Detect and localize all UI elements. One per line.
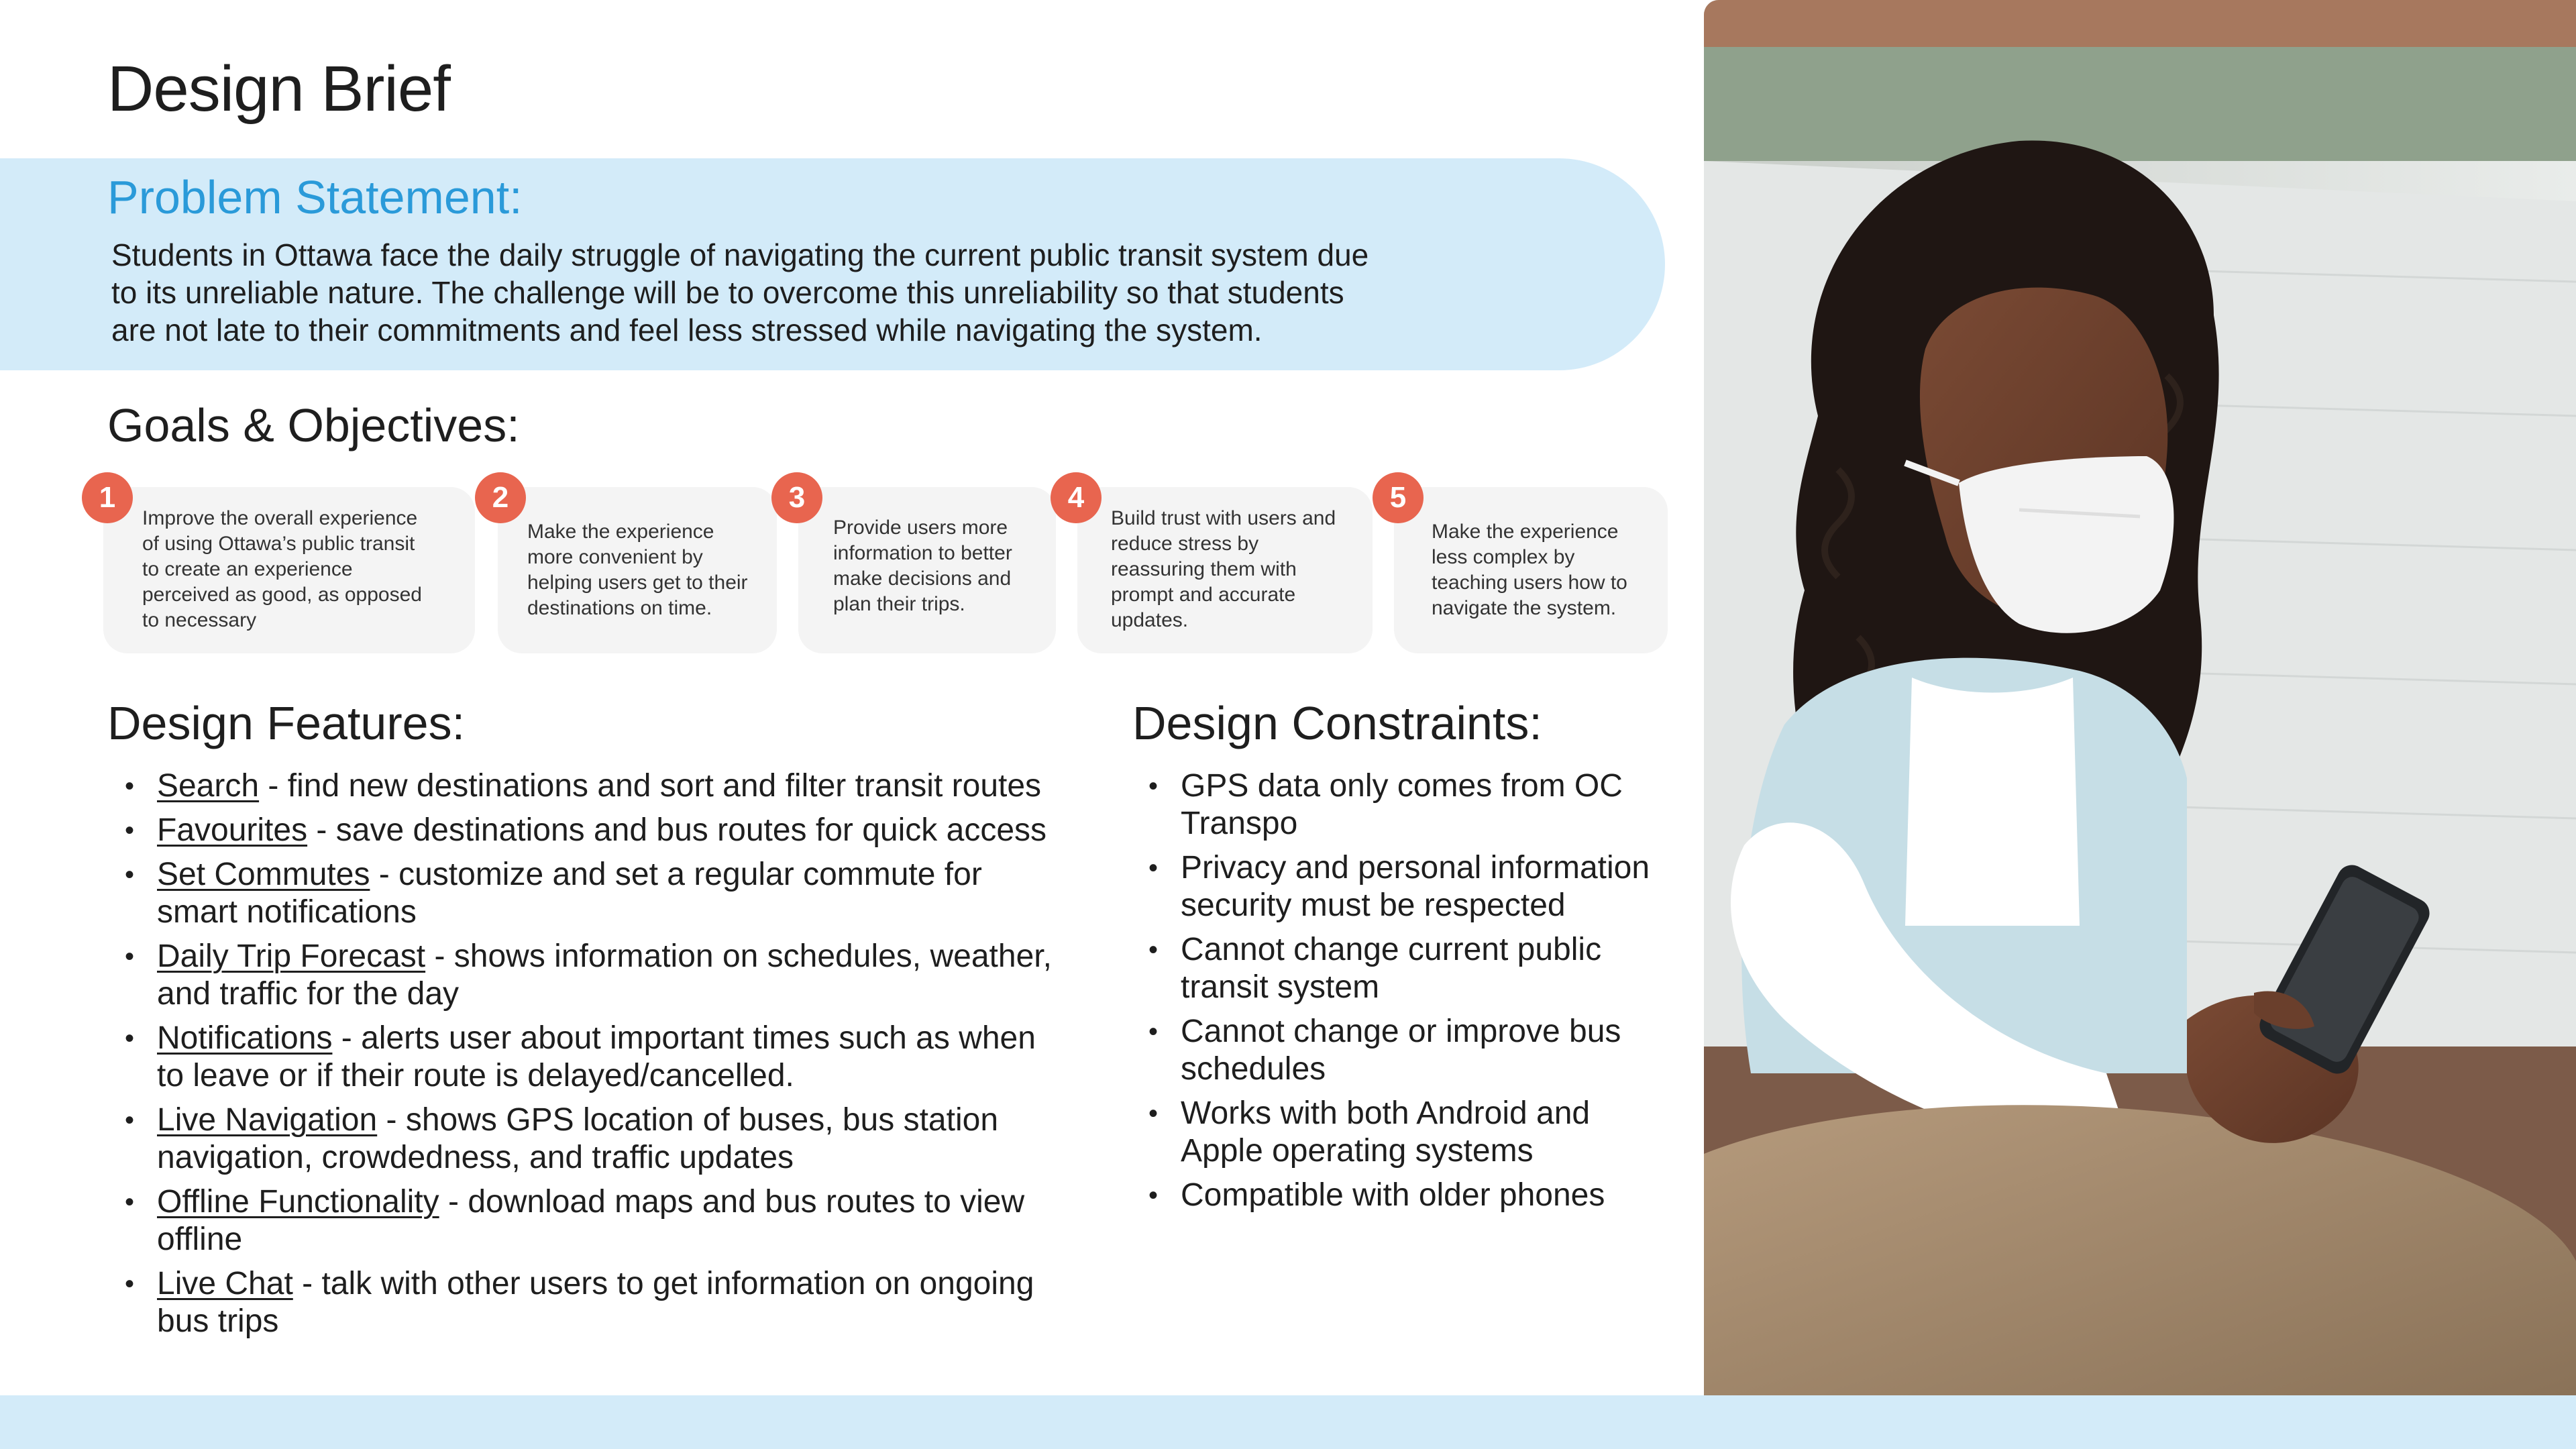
constraints-heading: Design Constraints:	[1132, 697, 1542, 749]
bullet-icon: •	[125, 771, 135, 801]
list-item: • Privacy and personal information security must be respected	[1148, 850, 1650, 923]
goal-text: Improve the overall experience of using Ottawa’s public transit to create an experience perceived as good, as opposed to necessary	[142, 507, 422, 631]
bullet-icon: •	[1148, 771, 1159, 801]
footer-band	[0, 1395, 2576, 1449]
goal-card-2	[498, 487, 777, 653]
bullet-icon: •	[125, 942, 135, 971]
goal-text: Make the experience less complex by teaching users how to navigate the system.	[1432, 521, 1627, 619]
bullet-icon: •	[125, 1024, 135, 1053]
feature-title: Offline Functionality	[157, 1184, 439, 1220]
list-item: • Notifications - alerts user about important times such as when to leave or if their route is delayed/cancelled.	[125, 1020, 1036, 1093]
problem-statement-text	[111, 236, 1453, 349]
goal-number-badge: 4	[1051, 472, 1102, 523]
bullet-icon: •	[125, 1187, 135, 1217]
list-item: • Offline Functionality - download maps and bus routes to view offline	[125, 1184, 1025, 1257]
feature-title: Notifications	[157, 1020, 333, 1056]
list-item: • Search - find new destinations and sort and filter transit routes	[125, 768, 1042, 804]
goal-number-badge: 5	[1373, 472, 1424, 523]
student-with-phone-illustration	[1704, 0, 2576, 1395]
goal-card-5	[1394, 487, 1668, 653]
bullet-icon: •	[1148, 935, 1159, 965]
problem-statement-heading: Problem Statement:	[107, 171, 523, 223]
constraints-list	[1134, 767, 1684, 1221]
bullet-icon: •	[1148, 853, 1159, 883]
goal-number-badge: 2	[475, 472, 526, 523]
list-item: • Compatible with older phones	[1148, 1177, 1605, 1213]
list-item: • Cannot change or improve bus schedules	[1148, 1014, 1621, 1087]
feature-title: Live Navigation	[157, 1102, 378, 1138]
feature-title: Search	[157, 768, 260, 804]
problem-line: to its unreliable nature. The challenge will be to overcome this unreliability so that students	[111, 275, 1344, 310]
list-item: • Daily Trip Forecast - shows information on schedules, weather, and traffic for the day	[125, 938, 1052, 1012]
list-item: • GPS data only comes from OC Transpo	[1148, 768, 1623, 841]
features-heading: Design Features:	[107, 697, 466, 749]
list-item: • Works with both Android and Apple operating systems	[1148, 1095, 1591, 1169]
bullet-icon: •	[1148, 1181, 1159, 1210]
goal-number-badge: 1	[82, 472, 133, 523]
list-item: • Set Commutes - customize and set a regular commute for smart notifications	[125, 857, 982, 930]
page-title: Design Brief	[107, 53, 450, 125]
goal-card-3	[798, 487, 1056, 653]
goals-heading: Goals & Objectives:	[107, 399, 520, 451]
feature-title: Favourites	[157, 812, 308, 848]
list-item: • Live Chat - talk with other users to get information on ongoing bus trips	[125, 1266, 1034, 1339]
hero-photo	[1704, 0, 2576, 1395]
list-item: • Cannot change current public transit system	[1148, 932, 1602, 1005]
goal-text: Provide users more information to better make decisions and plan their trips.	[833, 517, 1012, 615]
bullet-icon: •	[1148, 1017, 1159, 1046]
bullet-icon: •	[125, 1106, 135, 1135]
goal-number-badge: 3	[771, 472, 822, 523]
goal-text: Make the experience more convenient by helping users get to their destinations on time.	[527, 521, 748, 619]
feature-title: Daily Trip Forecast	[157, 938, 426, 974]
list-item: • Live Navigation - shows GPS location of buses, bus station navigation, crowdedness, and traffic updates	[125, 1102, 999, 1175]
goal-text: Build trust with users and reduce stress by reassuring them with prompt and accurate updates.	[1111, 507, 1336, 631]
bullet-icon: •	[125, 860, 135, 890]
goal-card-4	[1077, 487, 1373, 653]
bullet-icon: •	[1148, 1099, 1159, 1128]
bullet-icon: •	[125, 1269, 135, 1299]
problem-line: Students in Ottawa face the daily struggle of navigating the current public transit system due	[111, 237, 1369, 272]
list-item: • Favourites - save destinations and bus routes for quick access	[125, 812, 1047, 848]
features-list	[110, 767, 1116, 1347]
bullet-icon: •	[125, 816, 135, 845]
feature-title: Live Chat	[157, 1266, 293, 1301]
feature-title: Set Commutes	[157, 857, 370, 892]
problem-line: are not late to their commitments and feel less stressed while navigating the system.	[111, 313, 1263, 347]
goal-card-1	[103, 487, 475, 653]
